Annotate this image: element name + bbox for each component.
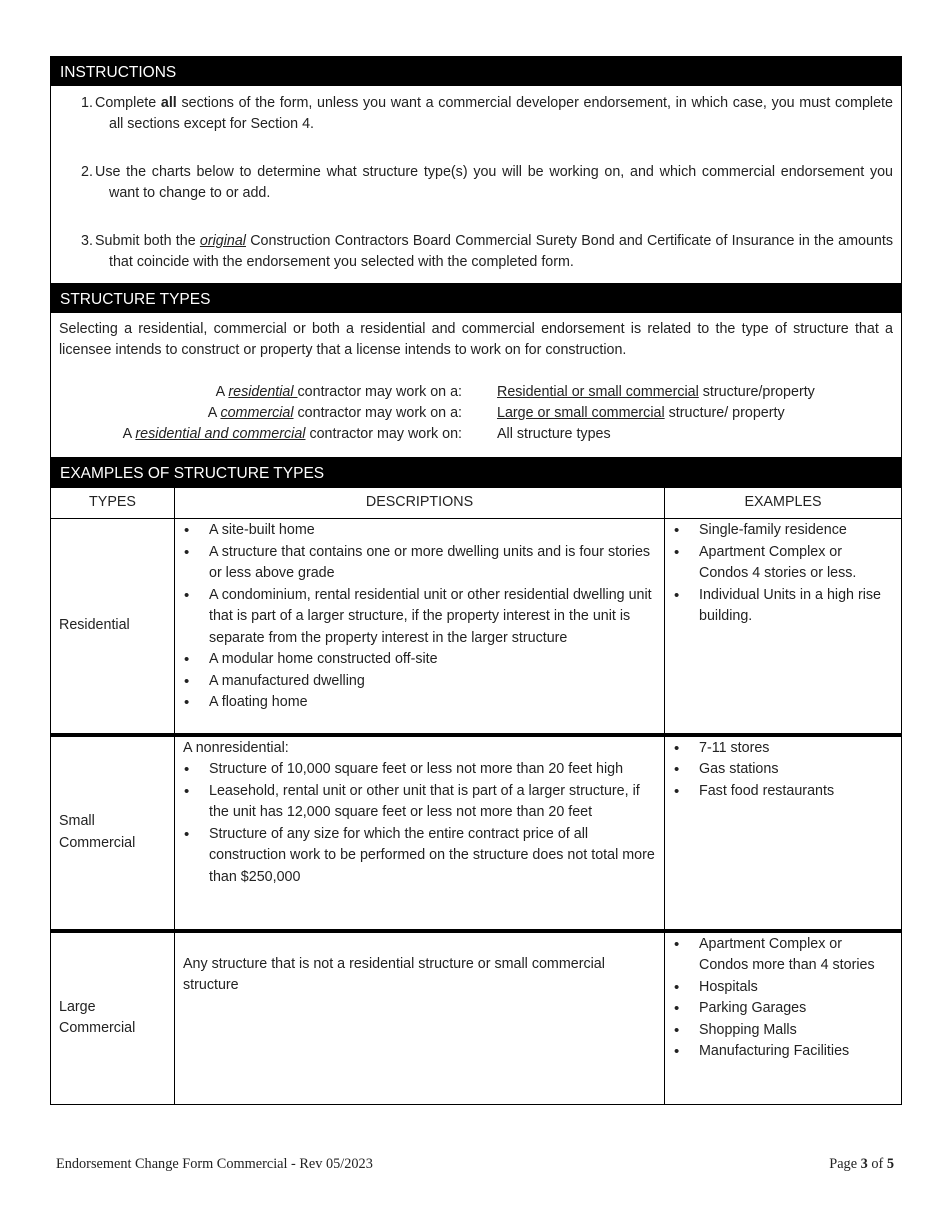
examples-list <box>673 520 893 628</box>
list-item: • Parking Garages <box>673 998 893 1020</box>
instruction-number: 2. <box>81 164 93 180</box>
page-label: of <box>867 1156 887 1172</box>
list-item: • A floating home <box>183 692 656 714</box>
table-row-small-commercial <box>51 735 902 931</box>
footer-form-title: Endorsement Change Form Commercial - Rev 05/2023 <box>56 1156 373 1172</box>
scope-structure-type: Residential or small commercial <box>497 384 699 400</box>
instruction-item-3 <box>59 231 893 273</box>
table-row-residential <box>51 519 902 735</box>
type-cell: Small Commercial <box>51 735 175 931</box>
column-header-descriptions: DESCRIPTIONS <box>175 488 665 519</box>
scope-structure-type: Large or small commercial <box>497 405 665 421</box>
structure-types-section <box>50 313 902 457</box>
column-header-types: TYPES <box>51 488 175 519</box>
total-pages: 5 <box>886 1156 894 1172</box>
list-item: • A condominium, rental residential unit or other residential dwelling unit that is part of a larger structure, if the property interest in the unit is separate from the property interest in the larger structure <box>183 585 656 650</box>
list-item: • Fast food restaurants <box>673 781 893 803</box>
list-item: • Individual Units in a high rise building. <box>673 585 893 628</box>
scope-text: structure/property <box>698 384 815 400</box>
instruction-number: 1. <box>81 95 93 111</box>
instruction-text: Complete <box>95 95 161 111</box>
list-item: • Manufacturing Facilities <box>673 1041 893 1063</box>
form-page <box>50 56 902 1105</box>
instruction-text: sections of the form, unless you want a commercial developer endorsement, in which case, you must complete all sections except for Section 4. <box>109 95 893 132</box>
scope-contractor-type: residential <box>228 384 298 400</box>
scope-structure-type: All structure types <box>497 426 611 442</box>
page-footer <box>56 1156 894 1173</box>
scope-text: structure/ property <box>664 405 785 421</box>
scope-contractor-type: residential and commercial <box>135 426 306 442</box>
scope-text: contractor may work on a: <box>297 384 462 400</box>
type-cell: Residential <box>51 519 175 735</box>
type-cell: Large Commercial <box>51 931 175 1105</box>
page-label: Page <box>829 1156 861 1172</box>
descriptions-cell <box>175 931 665 1105</box>
list-item: • Structure of 10,000 square feet or less not more than 20 feet high <box>183 759 656 781</box>
examples-cell <box>665 735 902 931</box>
instruction-item-2 <box>59 162 893 204</box>
instruction-text: Submit both the <box>95 233 200 249</box>
list-item: • Gas stations <box>673 759 893 781</box>
table-row-large-commercial <box>51 931 902 1105</box>
contractor-scope-row <box>59 403 893 424</box>
instruction-emphasis: all <box>160 95 177 111</box>
instructions-header: INSTRUCTIONS <box>50 56 902 86</box>
examples-cell <box>665 931 902 1105</box>
table-header-row <box>51 488 902 519</box>
list-item: • Hospitals <box>673 977 893 999</box>
list-item: • A manufactured dwelling <box>183 671 656 693</box>
examples-cell <box>665 519 902 735</box>
instruction-number: 3. <box>81 233 93 249</box>
descriptions-intro: Any structure that is not a residential structure or small commercial structure <box>183 955 605 993</box>
structure-examples-table <box>50 487 902 1105</box>
descriptions-list <box>183 759 656 888</box>
contractor-scope-row <box>59 382 893 403</box>
examples-list <box>673 738 893 803</box>
scope-contractor-type: commercial <box>220 405 294 421</box>
structure-types-header: STRUCTURE TYPES <box>50 283 902 313</box>
list-item: • A structure that contains one or more dwelling units and is four stories or less above grade <box>183 542 656 585</box>
descriptions-cell <box>175 519 665 735</box>
list-item: • Shopping Malls <box>673 1020 893 1042</box>
list-item: • 7-11 stores <box>673 738 893 760</box>
list-item: • Apartment Complex or Condos more than 4 stories <box>673 934 893 977</box>
scope-text: contractor may work on: <box>305 426 462 442</box>
list-item: • A modular home constructed off-site <box>183 649 656 671</box>
descriptions-intro: A nonresidential: <box>183 739 289 756</box>
instructions-section <box>50 86 902 283</box>
list-item: • A site-built home <box>183 520 656 542</box>
instruction-text: Use the charts below to determine what structure type(s) you will be working on, and which commercial endorsement you want to change to or add. <box>95 164 893 201</box>
list-item: • Structure of any size for which the entire contract price of all construction work to be performed on the structure does not total more than $250,000 <box>183 824 656 889</box>
list-item: • Apartment Complex or Condos 4 stories or less. <box>673 542 893 585</box>
list-item: • Leasehold, rental unit or other unit that is part of a larger structure, if the unit has 12,000 square feet or less not more than 20 feet <box>183 781 656 824</box>
descriptions-list <box>183 520 656 714</box>
instruction-item-1 <box>59 93 893 135</box>
current-page: 3 <box>860 1156 868 1172</box>
scope-text: contractor may work on a: <box>293 405 462 421</box>
scope-text: A <box>207 405 221 421</box>
list-item: • Single-family residence <box>673 520 893 542</box>
examples-header: EXAMPLES OF STRUCTURE TYPES <box>50 457 902 487</box>
instruction-emphasis: original <box>199 233 246 249</box>
examples-list <box>673 934 893 1063</box>
contractor-scope-list <box>59 382 893 445</box>
instruction-text: Construction Contractors Board Commercial Surety Bond and Certificate of Insurance in the amounts that coincide with the endorsement you selected with the completed form. <box>109 233 893 270</box>
column-header-examples: EXAMPLES <box>665 488 902 519</box>
descriptions-cell <box>175 735 665 931</box>
page-number <box>829 1156 894 1173</box>
scope-text: A <box>122 426 136 442</box>
contractor-scope-row <box>59 424 893 445</box>
structure-types-intro: Selecting a residential, commercial or both a residential and commercial endorsement is related to the type of structure that a licensee intends to construct or property that a license intends to work on for construction. <box>59 321 893 358</box>
scope-text: A <box>215 384 229 400</box>
